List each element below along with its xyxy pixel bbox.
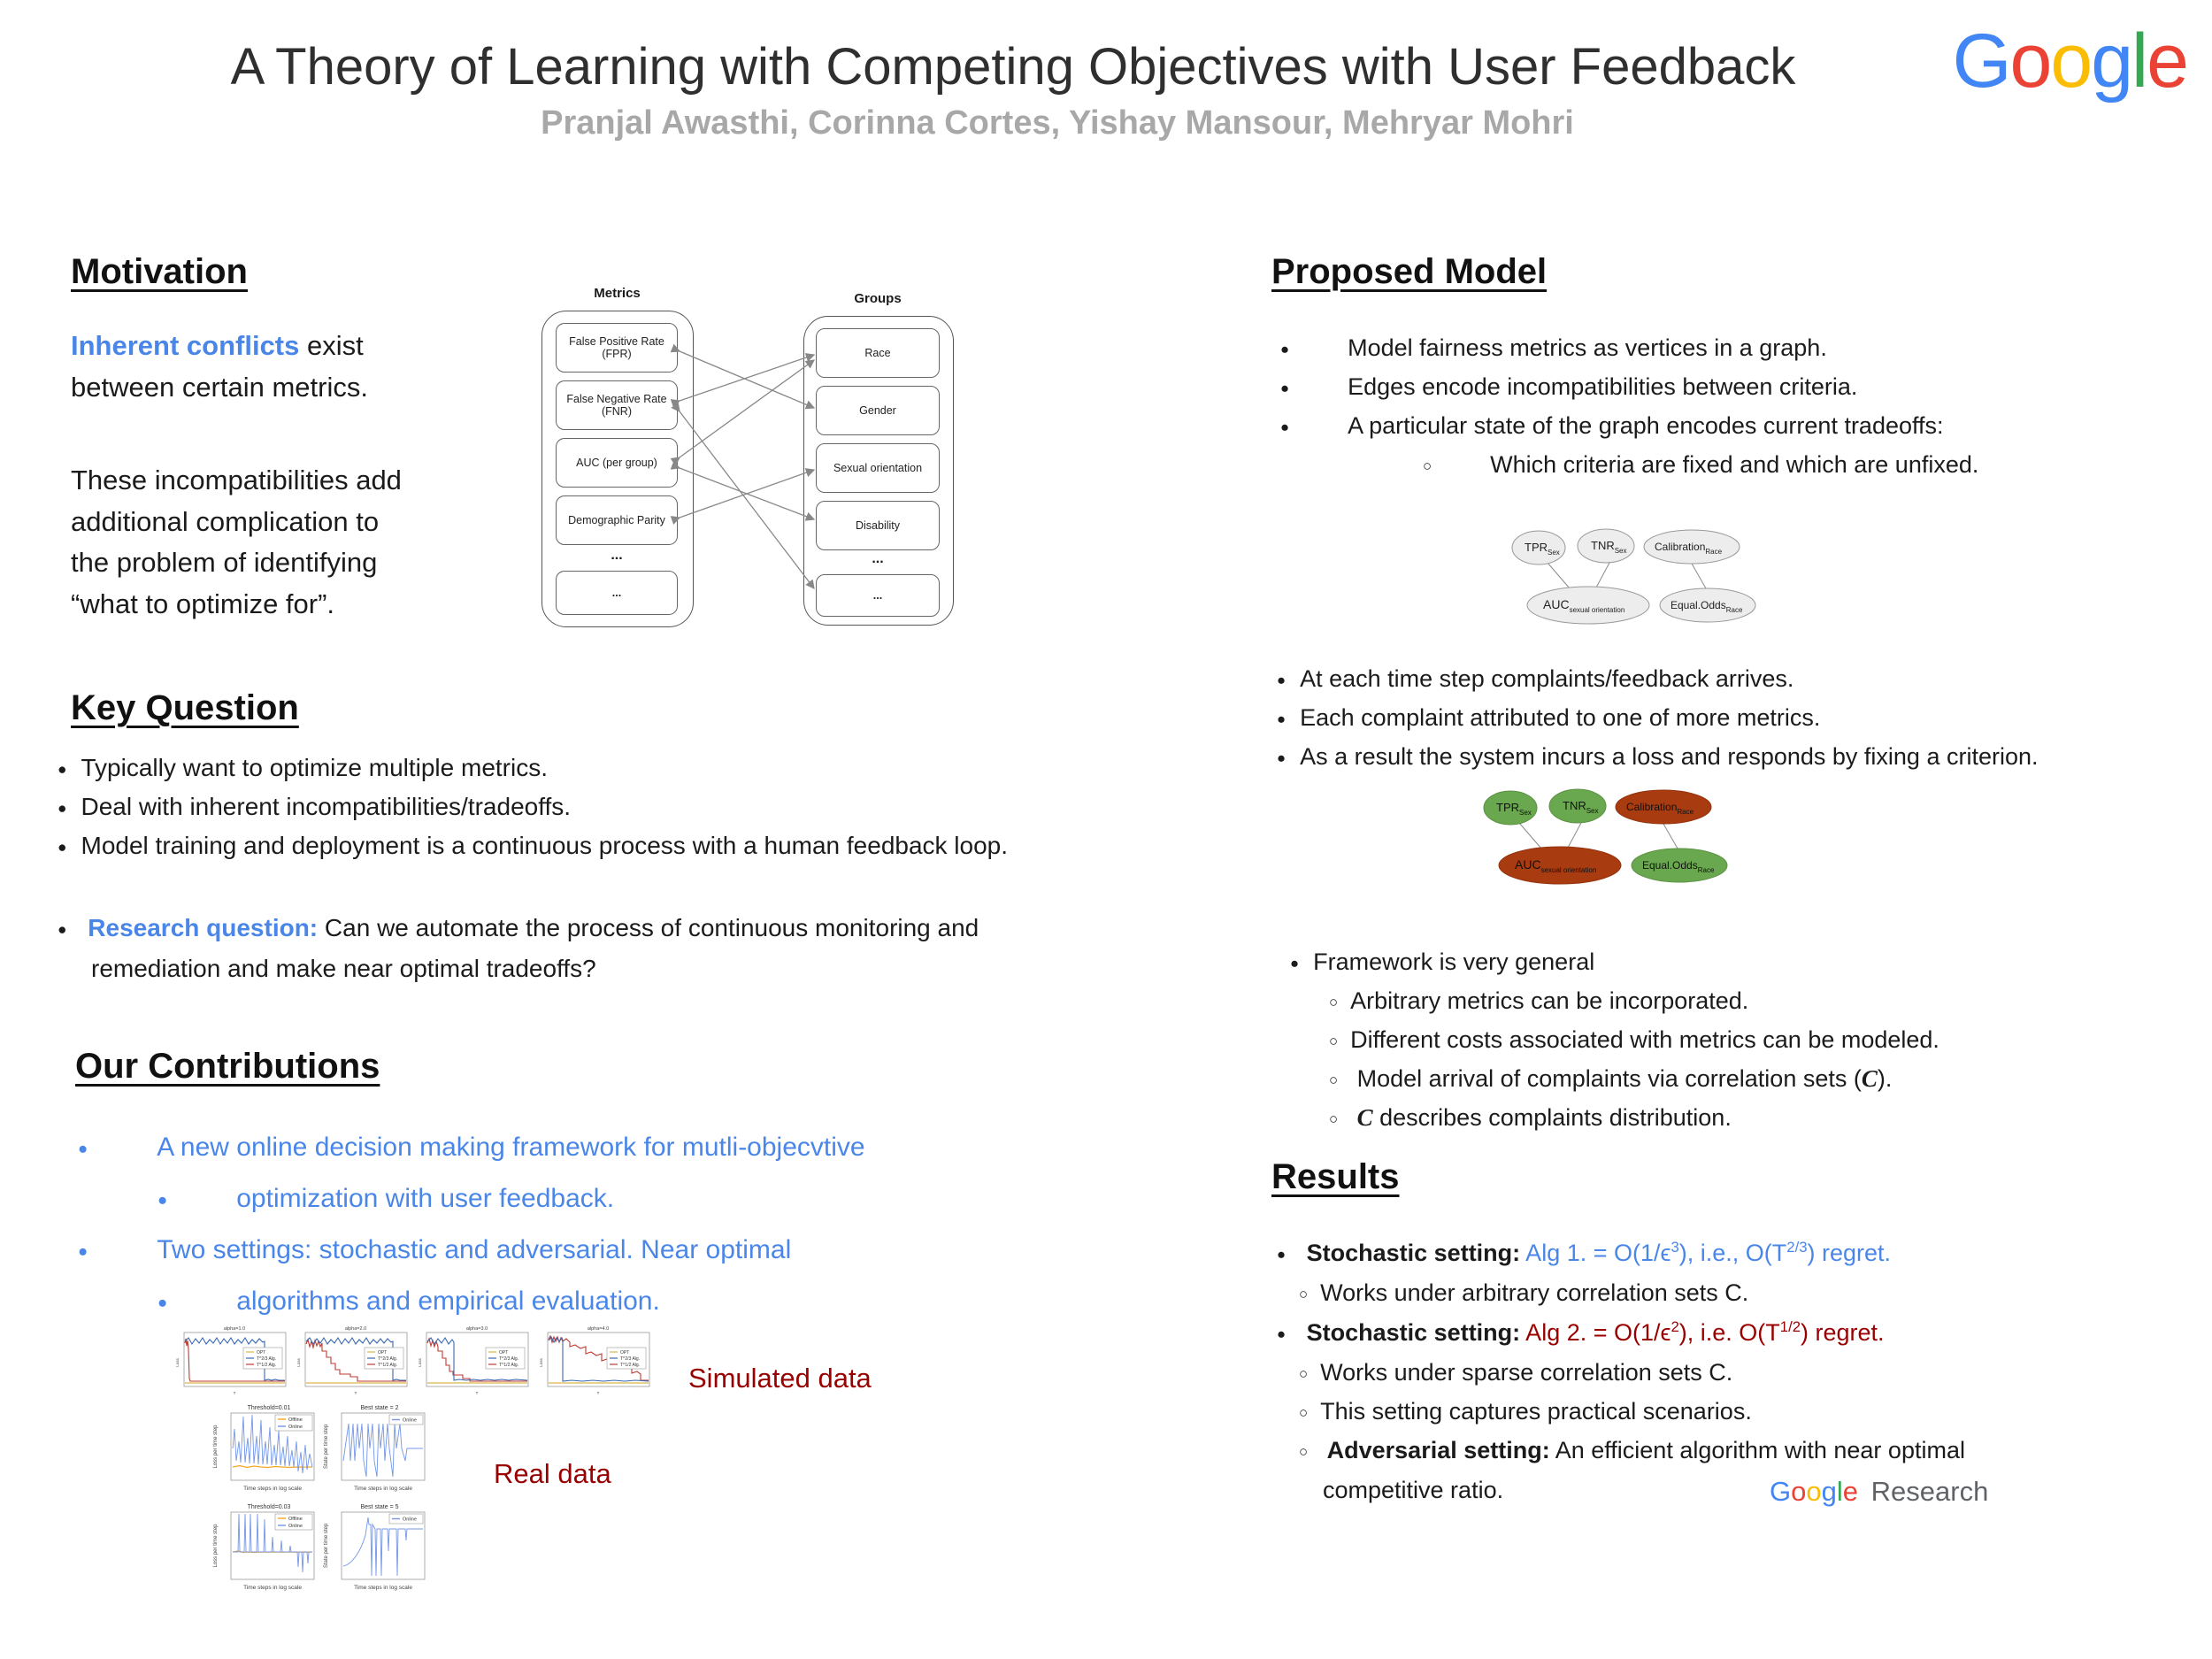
model-bullet xyxy=(1277,704,1820,732)
metric-box-demographic-parity: Demographic Parity xyxy=(556,495,678,545)
group-box-gender: Gender xyxy=(816,386,940,435)
result-sub-text: Works under arbitrary correlation sets C. xyxy=(1320,1279,1749,1306)
node-label: Calibration$_{Race}$ xyxy=(1655,541,1723,556)
google-logo-letter: g xyxy=(2091,19,2132,104)
node-label: Equal.Odds$_{Race}$ xyxy=(1671,599,1743,614)
results-heading: Results xyxy=(1271,1157,1400,1196)
groups-column-title: Groups xyxy=(854,291,902,306)
real-plot-xlabel: Time steps in log scale xyxy=(243,1585,302,1591)
real-plot-best-state-5 xyxy=(320,1502,428,1597)
motivation-heading: Motivation xyxy=(71,252,248,291)
sim-plot-title: alpha=3.0 xyxy=(465,1326,488,1332)
real-plot-xlabel: Time steps in log scale xyxy=(354,1486,412,1492)
contribution-1-line2: ● optimization with user feedback. xyxy=(157,1184,614,1214)
model-bullet-text: Each complaint attributed to one of more metrics. xyxy=(1300,704,1821,731)
result-stochastic-2 xyxy=(1277,1318,1885,1347)
sim-legend-opt: OPT xyxy=(620,1350,630,1356)
google-logo-letter: l xyxy=(1836,1476,1843,1507)
contributions-heading: Our Contributions xyxy=(75,1047,380,1086)
sim-plot-title: alpha=1.0 xyxy=(223,1326,246,1332)
real-legend-online: Online xyxy=(403,1417,417,1424)
google-logo xyxy=(1953,18,2187,105)
real-plot-ylabel: Loss per time step xyxy=(213,1524,219,1568)
sim-plot-title: alpha=2.0 xyxy=(344,1326,367,1332)
result-sub-bullet xyxy=(1299,1359,1732,1386)
sim-plot-ylabel: Loss xyxy=(175,1358,180,1367)
sim-legend-t12: T^1/2 Alg. xyxy=(257,1363,277,1368)
edge-cal-eq xyxy=(1663,824,1678,849)
sim-legend-opt: OPT xyxy=(257,1350,266,1356)
edge-tnr-auc xyxy=(1596,563,1609,588)
simulated-data-label: Simulated data xyxy=(688,1363,872,1394)
edge-dempar-sexualorientation xyxy=(680,470,814,518)
contribution-bullet-2 xyxy=(78,1235,791,1265)
framework-sub-text: Model arrival of complaints via correlation sets ( xyxy=(1356,1065,1862,1092)
simulated-plot-4 xyxy=(536,1324,653,1396)
result-adversarial xyxy=(1299,1437,1965,1464)
real-plot-best-state-2 xyxy=(320,1402,428,1498)
research-question-line2: remediation and make near optimal tradeoffs? xyxy=(91,955,596,982)
simulated-plot-1 xyxy=(173,1324,289,1396)
metrics-column-title: Metrics xyxy=(594,286,641,301)
sim-legend-t12: T^1/2 Alg. xyxy=(378,1363,398,1368)
edge-tpr-auc xyxy=(1548,563,1570,588)
sim-plot-xlabel: T xyxy=(475,1391,479,1395)
sim-plot-title: alpha=4.0 xyxy=(587,1326,610,1332)
node-label: Calibration$_{Race}$ xyxy=(1626,801,1694,816)
proposed-model-sub-bullet-text: Which criteria are fixed and which are unfixed. xyxy=(1490,451,1979,478)
node-label: $TPR_{Sex}$ xyxy=(1496,801,1532,817)
google-logo-letter: o xyxy=(2050,19,2092,104)
adversarial-label: Adversarial setting: xyxy=(1326,1437,1550,1463)
google-logo-letter: o xyxy=(1806,1476,1822,1507)
real-plot-xlabel: Time steps in log scale xyxy=(243,1486,302,1492)
key-question-bullet-text: Model training and deployment is a continuous process with a human feedback loop. xyxy=(81,832,1009,859)
proposed-model-bullet xyxy=(1280,412,1944,440)
google-research-logo xyxy=(1770,1476,1988,1508)
metric-box-auc: AUC (per group) xyxy=(556,438,678,488)
sim-legend-opt: OPT xyxy=(499,1350,509,1356)
real-plot-title: Threshold=0.01 xyxy=(247,1405,291,1411)
google-logo-letter: G xyxy=(1770,1476,1792,1507)
real-legend-offline: Offline xyxy=(288,1417,303,1423)
sim-plot-xlabel: T xyxy=(233,1391,236,1395)
google-logo-letter: g xyxy=(1821,1476,1837,1507)
sim-legend-t12: T^1/2 Alg. xyxy=(499,1363,519,1368)
edge-fnr-race xyxy=(680,355,814,401)
proposed-model-bullet-text: A particular state of the graph encodes current tradeoffs: xyxy=(1348,412,1944,439)
research-question-bullet xyxy=(58,914,979,942)
result-setting-label: Stochastic setting: xyxy=(1306,1240,1521,1266)
google-logo-letter: l xyxy=(2131,19,2147,104)
correlation-set-symbol: C xyxy=(1356,1104,1373,1131)
model-bullet-text: As a result the system incurs a loss and responds by fixing a criterion. xyxy=(1300,743,2039,770)
real-legend-online: Online xyxy=(288,1524,303,1529)
edge-fnr-other xyxy=(680,411,814,588)
result-formula-blue: Alg 1. = $O(1/\epsilon^3)$, i.e., $O(T^{2/3})$ regret. xyxy=(1520,1239,1892,1266)
contribution-bullet-1 xyxy=(78,1133,865,1163)
groups-ellipsis: ... xyxy=(872,551,884,566)
group-box-disability: Disability xyxy=(816,501,940,550)
sim-plot-ylabel: Loss xyxy=(296,1358,301,1367)
sim-plot-xlabel: T xyxy=(596,1391,600,1395)
poster-title: A Theory of Learning with Competing Objectives with User Feedback xyxy=(230,38,1796,96)
sim-plot-ylabel: Loss xyxy=(418,1358,422,1367)
result-sub-bullet xyxy=(1299,1398,1752,1425)
motivation-paragraph-1 xyxy=(71,326,368,408)
proposed-model-sub-bullet xyxy=(1423,451,1978,479)
framework-sub-bullet xyxy=(1329,1026,1939,1054)
proposed-model-bullet xyxy=(1280,373,1857,401)
edge-auc-race xyxy=(680,360,814,457)
real-plot-threshold-001 xyxy=(210,1402,318,1498)
research-question-label: Research question: xyxy=(88,914,319,941)
result-formula-red: Alg 2. = $O(1/\epsilon^2)$, i.e. $O(T^{1/2})$ regret. xyxy=(1520,1318,1885,1346)
key-question-bullet-text: Deal with inherent incompatibilities/tradeoffs. xyxy=(81,793,572,820)
real-legend-online: Online xyxy=(403,1517,417,1523)
research-label: Research xyxy=(1870,1476,1989,1507)
group-box-race: Race xyxy=(816,328,940,378)
google-logo-letter: o xyxy=(1791,1476,1807,1507)
model-bullet-text: At each time step complaints/feedback arrives. xyxy=(1300,665,1794,692)
group-box-sexual-orientation: Sexual orientation xyxy=(816,443,940,493)
proposed-model-heading: Proposed Model xyxy=(1271,252,1548,291)
real-plot-ylabel: Loss per time step xyxy=(213,1425,219,1469)
framework-sub-bullet xyxy=(1329,987,1748,1015)
real-plot-ylabel: State per time step xyxy=(324,1424,329,1470)
key-question-heading: Key Question xyxy=(71,688,299,727)
motivation-paragraph-2 xyxy=(71,460,402,625)
group-box-ellipsis: ... xyxy=(816,574,940,617)
google-logo-letter: e xyxy=(1842,1476,1859,1507)
google-logo-letter: G xyxy=(1952,19,2010,104)
node-label: $TPR_{Sex}$ xyxy=(1525,541,1560,557)
node-label: $TNR_{Sex}$ xyxy=(1591,539,1627,555)
contribution-2-line2: ● algorithms and empirical evaluation. xyxy=(157,1286,660,1317)
proposed-model-bullet xyxy=(1280,334,1827,362)
sim-legend-t23: T^2/3 Alg. xyxy=(257,1356,277,1362)
real-plot-ylabel: State per time step xyxy=(324,1523,329,1569)
metric-box-fpr: False Positive Rate (FPR) xyxy=(556,323,678,373)
real-plot-threshold-003 xyxy=(210,1502,318,1597)
model-bullet xyxy=(1277,743,2039,771)
simulated-plot-2 xyxy=(294,1324,411,1396)
framework-bullet xyxy=(1290,949,1594,976)
result-setting-label: Stochastic setting: xyxy=(1306,1319,1521,1346)
real-legend-online: Online xyxy=(288,1425,303,1430)
framework-sub-text: ). xyxy=(1877,1065,1893,1092)
result-sub-text: Works under sparse correlation sets C. xyxy=(1320,1359,1733,1386)
sim-plot-xlabel: T xyxy=(354,1391,357,1395)
metric-box-fnr: False Negative Rate (FNR) xyxy=(556,380,678,430)
metric-box-ellipsis: ... xyxy=(556,571,678,615)
sim-plot-ylabel: Loss xyxy=(539,1358,543,1367)
adversarial-line2: competitive ratio. xyxy=(1323,1477,1504,1503)
sim-legend-t23: T^2/3 Alg. xyxy=(378,1356,398,1362)
framework-sub-text: describes complaints distribution. xyxy=(1372,1104,1732,1131)
correlation-set-symbol: C xyxy=(1861,1065,1878,1092)
framework-bullet-text: Framework is very general xyxy=(1313,949,1595,975)
key-question-bullet xyxy=(58,832,1008,860)
research-question-line1: Can we automate the process of continuous monitoring and xyxy=(318,914,979,941)
google-logo-letter: o xyxy=(2009,19,2051,104)
contribution-2-line1: Two settings: stochastic and adversarial. Near optimal xyxy=(157,1235,792,1264)
google-logo-letter: e xyxy=(2147,19,2187,104)
node-label: $AUC_{sexual orientation}$ xyxy=(1543,597,1625,614)
edge-tnr-auc xyxy=(1568,823,1581,848)
key-question-bullet xyxy=(58,754,548,782)
metrics-ellipsis: ... xyxy=(611,548,623,563)
model-bullet xyxy=(1277,665,1793,693)
sim-legend-opt: OPT xyxy=(378,1350,388,1356)
simulated-plot-3 xyxy=(415,1324,532,1396)
node-label: $AUC_{sexual orientation}$ xyxy=(1515,857,1597,874)
edge-fpr-gender xyxy=(680,351,814,408)
metrics-groups-diagram xyxy=(531,279,1013,633)
sim-legend-t12: T^1/2 Alg. xyxy=(620,1363,641,1368)
motivation-p2-line: additional complication to xyxy=(71,505,380,537)
contribution-1-line1: A new online decision making framework for mutli-objecvtive xyxy=(157,1133,865,1162)
framework-sub-text: Different costs associated with metrics can be modeled. xyxy=(1350,1026,1939,1053)
adversarial-text: An efficient algorithm with near optimal xyxy=(1549,1437,1965,1463)
edge-tpr-auc xyxy=(1519,823,1541,849)
result-sub-bullet xyxy=(1299,1279,1748,1307)
poster-authors: Pranjal Awasthi, Corinna Cortes, Yishay Mansour, Mehryar Mohri xyxy=(541,104,1574,142)
proposed-model-bullet-text: Model fairness metrics as vertices in a graph. xyxy=(1348,334,1827,361)
key-question-bullet xyxy=(58,793,571,821)
motivation-p2-line: “what to optimize for”. xyxy=(71,588,335,619)
proposed-model-bullet-text: Edges encode incompatibilities between criteria. xyxy=(1348,373,1858,400)
real-legend-offline: Offline xyxy=(288,1517,303,1522)
real-plot-title: Threshold=0.03 xyxy=(247,1504,291,1510)
framework-sub-bullet xyxy=(1329,1065,1892,1093)
motivation-highlight: Inherent conflicts xyxy=(71,330,300,361)
real-data-label: Real data xyxy=(494,1458,611,1489)
real-plot-title: Best state = 5 xyxy=(360,1504,399,1510)
tradeoff-graph-neutral xyxy=(1497,524,1771,648)
motivation-p1-line2: between certain metrics. xyxy=(71,371,368,403)
edge-cal-eq xyxy=(1692,564,1706,588)
sim-legend-t23: T^2/3 Alg. xyxy=(620,1356,641,1362)
sim-legend-t23: T^2/3 Alg. xyxy=(499,1356,519,1362)
node-label: $TNR_{Sex}$ xyxy=(1563,799,1599,815)
edge-auc-disability xyxy=(680,468,814,519)
framework-sub-text: Arbitrary metrics can be incorporated. xyxy=(1350,987,1749,1014)
key-question-bullet-text: Typically want to optimize multiple metrics. xyxy=(81,754,549,781)
result-sub-text: This setting captures practical scenarios. xyxy=(1320,1398,1752,1425)
real-plot-xlabel: Time steps in log scale xyxy=(354,1585,412,1591)
framework-sub-bullet xyxy=(1329,1104,1732,1132)
node-label: Equal.Odds$_{Race}$ xyxy=(1642,859,1715,874)
tradeoff-graph-state xyxy=(1469,784,1743,908)
motivation-p1-rest: exist xyxy=(299,330,364,361)
motivation-p2-line: the problem of identifying xyxy=(71,547,378,578)
result-stochastic-1 xyxy=(1277,1239,1891,1267)
real-plot-title: Best state = 2 xyxy=(360,1405,399,1411)
motivation-p2-line: These incompatibilities add xyxy=(71,465,402,495)
